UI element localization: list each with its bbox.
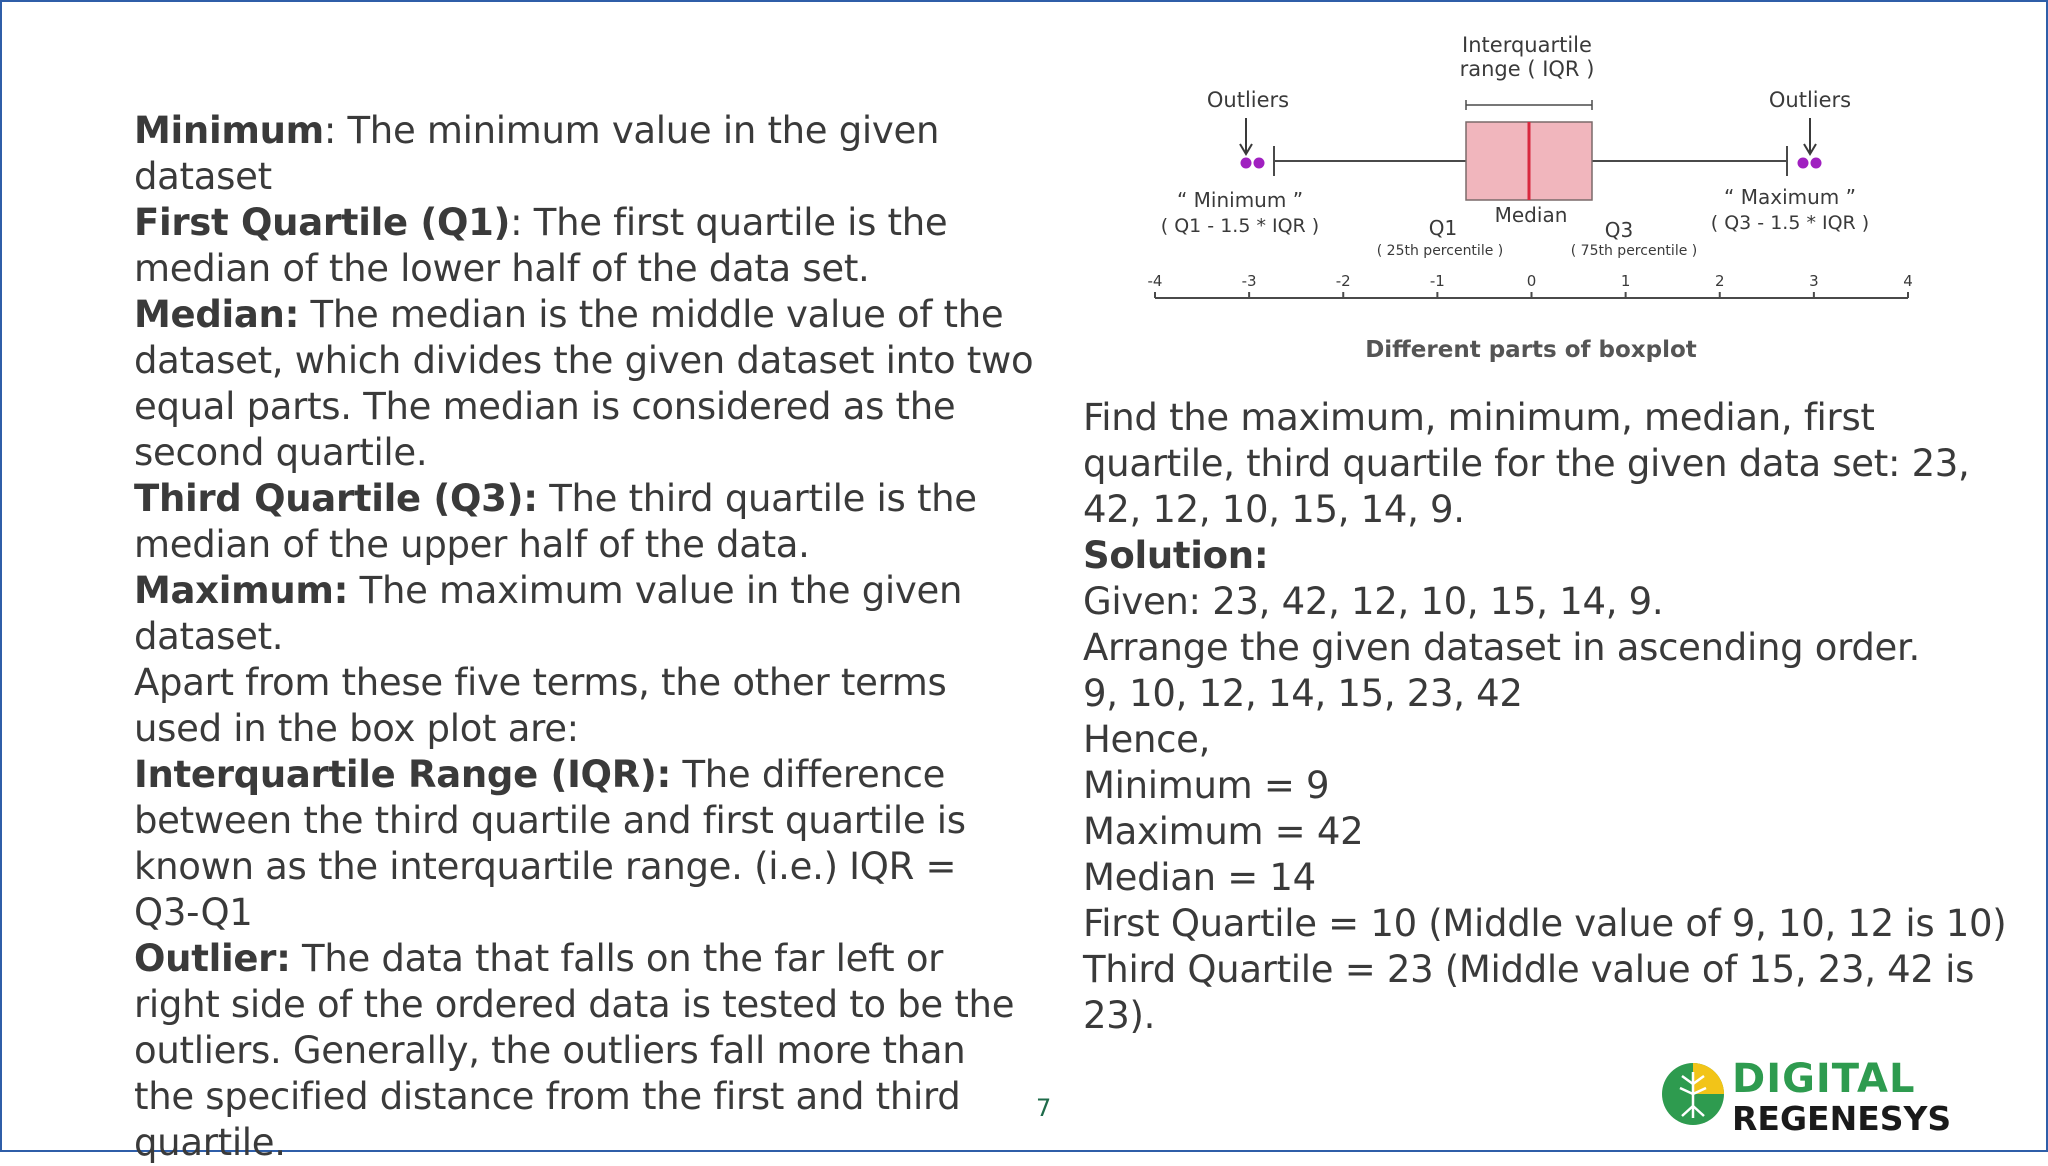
definition-iqr	[134, 752, 1034, 936]
min-label-line2: ( Q1 - 1.5 * IQR )	[1160, 215, 1320, 237]
q3-label: Q3	[1604, 218, 1634, 242]
first-quartile-result: First Quartile = 10 (Middle value of 9, 10, 12 is 10)	[1083, 902, 2007, 945]
definition-minimum	[134, 108, 1034, 200]
digital-regenesys-logo	[1660, 1052, 1990, 1136]
q3-sub-label: ( 75th percentile )	[1570, 243, 1698, 259]
definition-q1	[134, 200, 1034, 292]
definition-iqr-text: The difference between the third quartile and first quartile is known as the interquartile range. (i.e.) IQR = Q3-Q1	[134, 753, 966, 934]
logo-text-digital: DIGITAL	[1732, 1056, 1916, 1102]
median-result: Median = 14	[1083, 856, 1316, 899]
given-text: Given: 23, 42, 12, 10, 15, 14, 9.	[1083, 580, 1664, 623]
outlier-dot	[1798, 158, 1809, 169]
logo-text-regenesys: REGENESYS	[1732, 1099, 1952, 1138]
outlier-dot	[1254, 158, 1265, 169]
iqr-label-line2: range ( IQR )	[1459, 57, 1595, 81]
q1-label: Q1	[1428, 216, 1458, 240]
min-label-line1: “ Minimum ”	[1176, 188, 1304, 212]
outliers-right-label: Outliers	[1768, 88, 1852, 112]
definition-outlier-text: The data that falls on the far left or right side of the ordered data is tested to be the outliers. Generally, the outliers fall more than the specified distance from the first and third quartile.	[134, 937, 1015, 1164]
axis-tick-label: 1	[1620, 272, 1631, 290]
iqr-bracket	[1466, 100, 1592, 110]
definition-maximum	[134, 568, 1034, 660]
solution-column	[1083, 395, 2013, 1039]
hence-text: Hence,	[1083, 718, 1211, 761]
max-label-line1: “ Maximum ”	[1724, 185, 1856, 209]
definition-maximum-text: The maximum value in the given dataset.	[134, 569, 963, 658]
axis-tick-label: -3	[1241, 272, 1257, 290]
definition-median	[134, 292, 1034, 476]
axis-tick-label: 2	[1714, 272, 1725, 290]
axis-ticks	[1148, 272, 1913, 298]
other-terms-intro: Apart from these five terms, the other terms used in the box plot are:	[134, 661, 947, 750]
definition-q1-text: : The first quartile is the median of the lower half of the data set.	[134, 201, 948, 290]
term-median: Median:	[134, 293, 300, 336]
definition-minimum-text: : The minimum value in the given dataset	[134, 109, 940, 198]
axis-tick-label: -4	[1147, 272, 1163, 290]
median-label: Median	[1494, 203, 1568, 227]
outlier-dot	[1811, 158, 1822, 169]
minimum-result: Minimum = 9	[1083, 764, 1330, 807]
max-label-line2: ( Q3 - 1.5 * IQR )	[1710, 212, 1870, 234]
sorted-data: 9, 10, 12, 14, 15, 23, 42	[1083, 672, 1523, 715]
outlier-dot	[1241, 158, 1252, 169]
iqr-label-line1: Interquartile	[1462, 33, 1592, 57]
definitions-column	[134, 108, 1034, 1164]
term-q3: Third Quartile (Q3):	[134, 477, 538, 520]
figure-caption: Different parts of boxplot	[1365, 337, 1697, 363]
definition-q3	[134, 476, 1034, 568]
outliers-left-label: Outliers	[1206, 88, 1290, 112]
maximum-result: Maximum = 42	[1083, 810, 1364, 853]
solution-heading: Solution:	[1083, 534, 1269, 577]
definition-outlier	[134, 936, 1034, 1166]
question-text: Find the maximum, minimum, median, first quartile, third quartile for the given data set: 23, 42, 12, 10, 15, 14, 9.	[1083, 396, 1970, 531]
term-outlier: Outlier:	[134, 937, 291, 980]
axis-tick-label: -2	[1335, 272, 1351, 290]
page-number: 7	[1036, 1094, 1052, 1122]
boxplot-figure	[1147, 30, 1920, 375]
q1-sub-label: ( 25th percentile )	[1376, 243, 1504, 259]
axis-tick-label: -1	[1429, 272, 1445, 290]
third-quartile-result: Third Quartile = 23 (Middle value of 15, 23, 42 is 23).	[1083, 948, 1975, 1037]
definition-median-text: The median is the middle value of the dataset, which divides the given dataset into two equal parts. The median is considered as the second quartile.	[134, 293, 1034, 474]
arrange-text: Arrange the given dataset in ascending order.	[1083, 626, 1920, 669]
axis-tick-label: 3	[1809, 272, 1819, 290]
term-iqr: Interquartile Range (IQR):	[134, 753, 671, 796]
term-maximum: Maximum:	[134, 569, 349, 612]
definition-q3-text: The third quartile is the median of the upper half of the data.	[134, 477, 977, 566]
logo-emblem-accent	[1693, 1063, 1724, 1094]
axis-tick-label: 4	[1903, 272, 1913, 290]
term-q1: First Quartile (Q1)	[134, 201, 511, 244]
axis-tick-label: 0	[1526, 272, 1537, 290]
term-minimum: Minimum	[134, 109, 324, 152]
